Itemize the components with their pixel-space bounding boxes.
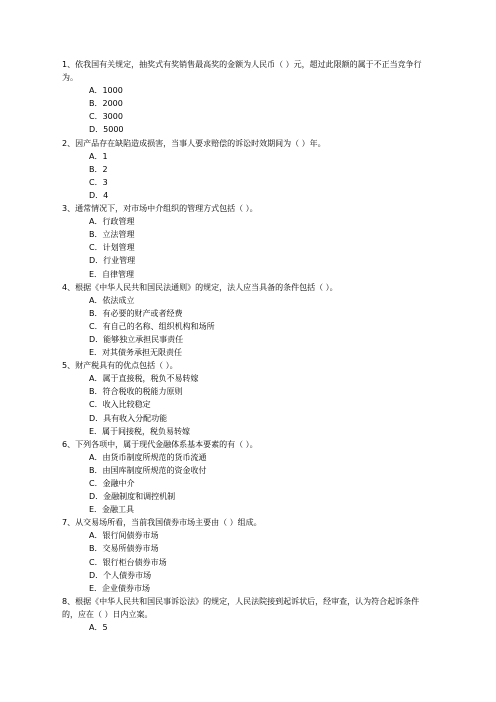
answer-option: D．5000 [89, 125, 124, 135]
question-text: 1、依我国有关规定，抽奖式有奖销售最高奖的金额为人民币（ ）元，超过此限额的属于不正当竞争行为。 [62, 60, 422, 83]
answer-option: B．交易所债券市场 [89, 544, 159, 554]
question-block [62, 516, 434, 595]
answer-option: A．由货币制度所规范的货币流通 [89, 452, 207, 462]
answer-option: A．1000 [89, 86, 123, 96]
question-text: 4、根据《中华人民共和国民法通则》的规定，法人应当具备的条件包括（ ）。 [62, 282, 338, 292]
answer-option: E．自律管理 [89, 269, 135, 279]
answer-option: D．金融制度和调控机制 [89, 492, 176, 502]
answer-option: B．由国库制度所规范的资金收付 [89, 465, 207, 475]
answer-option: C．金融中介 [89, 479, 135, 488]
answer-option: B．符合税收的税能力原则 [89, 387, 183, 397]
answer-option: E．企业债券市场 [89, 583, 151, 593]
question-block [62, 281, 434, 360]
answer-option: A．1 [89, 151, 108, 161]
answer-option: C．3000 [89, 112, 123, 122]
question-text: 5、财产税具有的优点包括（ ）。 [62, 361, 178, 371]
question-list [62, 58, 434, 634]
answer-option: D．4 [89, 190, 109, 200]
question-text: 6、下列各项中，属于现代金融体系基本要素的有（ ）。 [62, 439, 258, 449]
answer-option: A．依法成立 [89, 295, 135, 305]
answer-option: A．属于直接税，税负不易转嫁 [89, 374, 199, 384]
answer-option: C．收入比较稳定 [89, 400, 151, 410]
question-block [62, 202, 434, 281]
answer-option: C．有自己的名称、组织机构和场所 [89, 321, 215, 331]
question-block [62, 58, 434, 137]
answer-option: D．能够独立承担民事责任 [89, 334, 184, 344]
question-text: 3、通常情况下，对市场中介组织的管理方式包括（ ）。 [62, 204, 258, 214]
answer-option: A．银行间债券市场 [89, 531, 159, 541]
question-block [62, 595, 434, 634]
answer-option: D．个人债券市场 [89, 570, 152, 580]
answer-option: B．2000 [89, 99, 123, 109]
answer-option: E．属于间接税，税负易转嫁 [89, 426, 191, 436]
answer-option: B．立法管理 [89, 230, 135, 240]
answer-option: D．行业管理 [89, 256, 136, 266]
answer-option: B．2 [89, 164, 108, 174]
answer-option: E．对其债务承担无限责任 [89, 348, 183, 358]
answer-option: E．金融工具 [89, 505, 135, 515]
answer-option: A．5 [89, 623, 108, 633]
answer-option: C．银行柜台债券市场 [89, 557, 167, 567]
answer-option: C．计划管理 [89, 243, 135, 253]
answer-option: B．有必要的财产或者经费 [89, 308, 183, 318]
question-block [62, 438, 434, 517]
question-block [62, 137, 434, 202]
answer-option: C．3 [89, 177, 108, 187]
question-text: 8、根据《中华人民共和国民事诉讼法》的规定，人民法院接到起诉状后，经审查，认为符合起诉条件的，应在（ ）日内立案。 [62, 596, 420, 619]
answer-option: A．行政管理 [89, 217, 135, 227]
question-text: 2、因产品存在缺陷造成损害，当事人要求赔偿的诉讼时效期间为（ ）年。 [62, 138, 326, 148]
question-text: 7、从交易场所看，当前我国债券市场主要由（ ）组成。 [62, 518, 262, 528]
question-block [62, 359, 434, 438]
answer-option: D．具有收入分配功能 [89, 413, 168, 423]
